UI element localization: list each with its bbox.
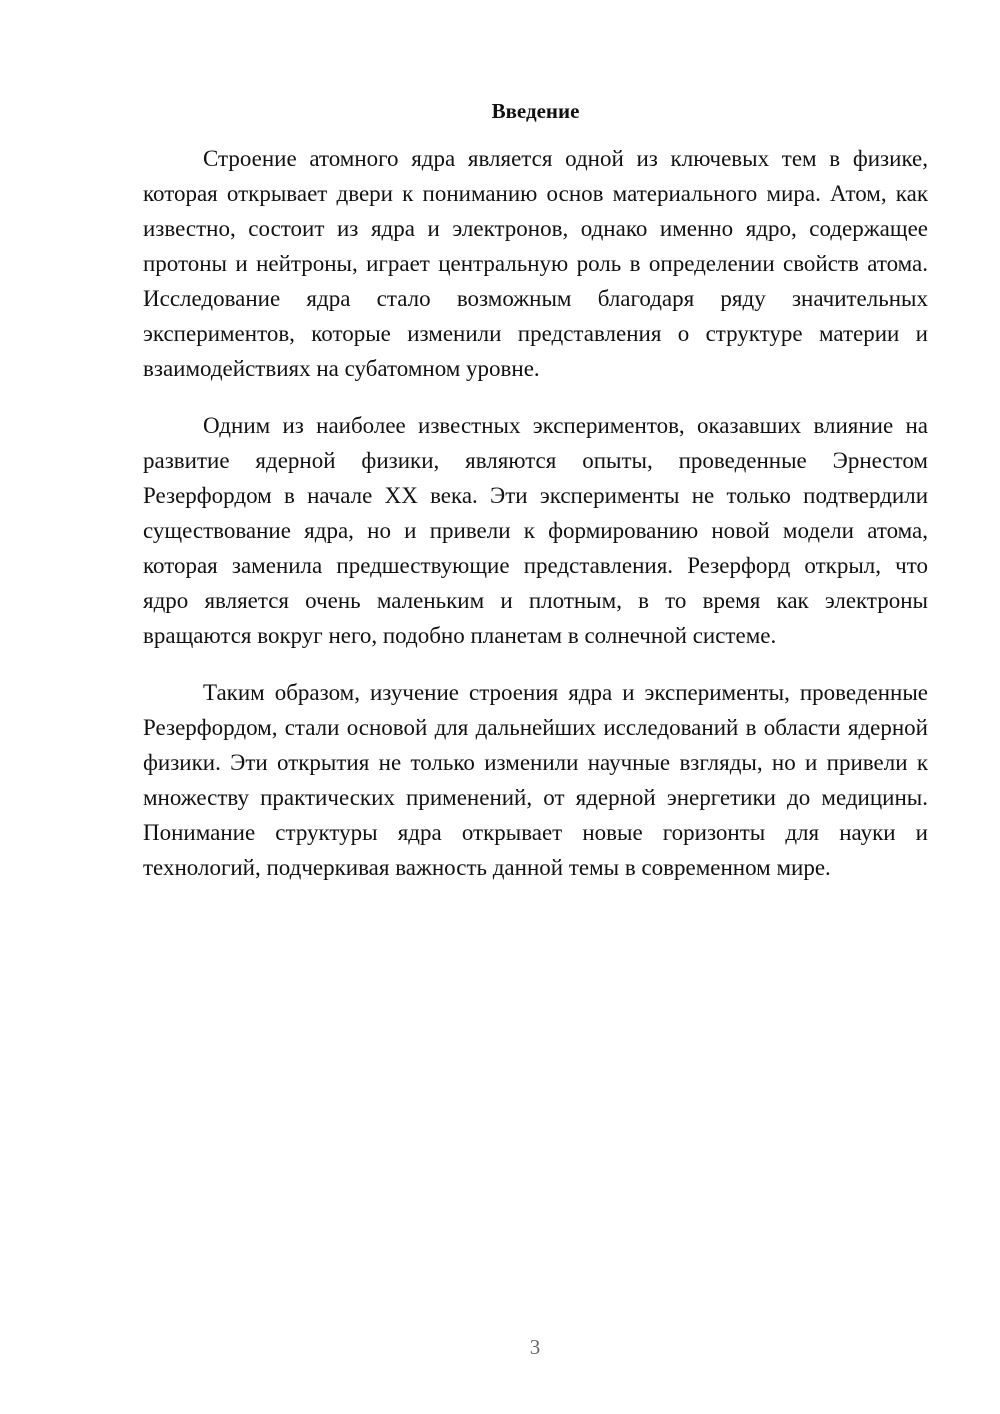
paragraph-2: Одним из наиболее известных экспериментов, оказавших влияние на развитие ядерной физики, являются опыты, проведенные Эрнестом Резерфордом в начале XX века. Эти эксперименты не только подтвердили существование ядра, но и привели к формированию новой модели атома, которая заменила предшествующие представления. Резерфорд открыл, что ядро является очень маленьким и плотным, в то время как электроны вращаются вокруг него, подобно планетам в солнечной системе. xyxy=(143,413,928,648)
page-number: 3 xyxy=(529,1335,541,1359)
paragraph-3: Таким образом, изучение строения ядра и эксперименты, проведенные Резерфордом, стали основой для дальнейших исследований в области ядерной физики. Эти открытия не только изменили научные взгляды, но и привели к множеству практических применений, от ядерной энергетики до медицины. Понимание структуры ядра открывает новые горизонты для науки и технологий, подчеркивая важность данной темы в современном мире. xyxy=(143,680,928,880)
page-content xyxy=(143,96,928,907)
paragraph-1: Строение атомного ядра является одной из ключевых тем в физике, которая открывает двери к пониманию основ материального мира. Атом, как известно, состоит из ядра и электронов, однако именно ядро, содержащее протоны и нейтроны, играет центральную роль в определении свойств атома. Исследование ядра стало возможным благодаря ряду значительных экспериментов, которые изменили представления о структуре материи и взаимодействиях на субатомном уровне. xyxy=(143,146,928,381)
section-title: Введение xyxy=(491,99,580,123)
